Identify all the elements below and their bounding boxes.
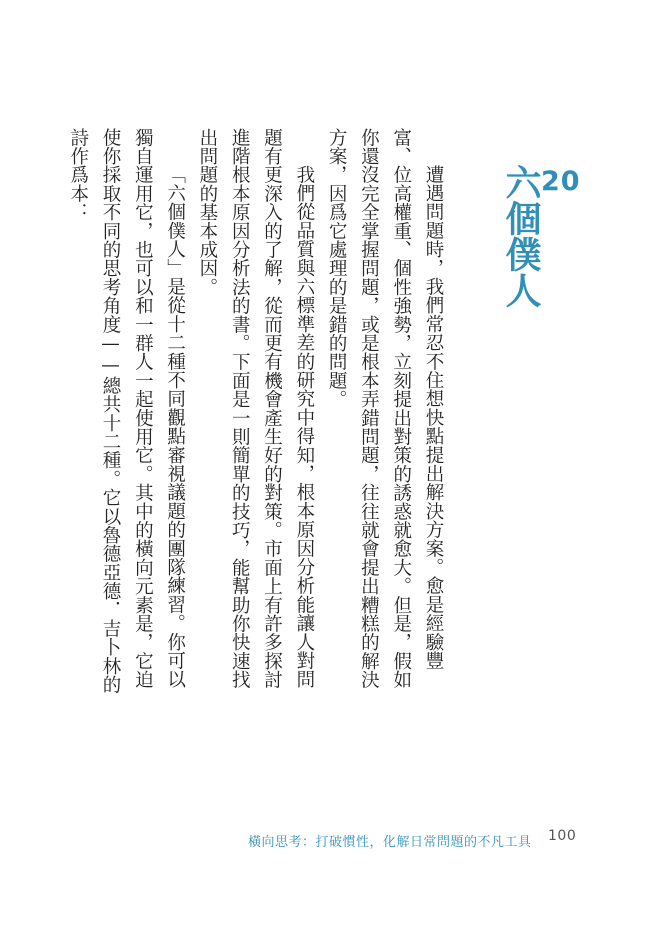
paragraph: 遭遇問題時，我們常忍不住想快點提出解決方案。愈是經驗豐富、位高權重、個性強勢，立刻提出對策的誘惑就愈大。但是，假如你還沒完全掌握問題，或是根本弄錯問題，往往就會提出糟糕的解決方案，因爲它處理的是錯的問題。 [326,128,444,689]
paragraph: 「六個僕人」是從十二種不同觀點審視議題的團隊練習。你可以獨自運用它，也可以和一群人一起使用它。其中的橫向元素是，它迫使你採取不同的思考角度——總共十二種。它以魯德亞德．吉卜林的詩作爲本： [67,128,186,694]
page-number: 100 [548,828,577,844]
body-text [61,128,449,698]
paragraph: 我們從品質與六標準差的研究中得知，根本原因分析能讓人對問題有更深入的了解，從而更有機會產生好的對策。市面上有許多探討進階根本原因分析法的書。下面是一則簡單的技巧，能幫助你快速找出問題的基本成因。 [196,128,315,689]
chapter-number: 20 [541,166,581,197]
chapter-title: 六個僕人 [500,164,541,308]
running-footer-title: 橫向思考：打破慣性，化解日常問題的不凡工具 [248,835,532,850]
